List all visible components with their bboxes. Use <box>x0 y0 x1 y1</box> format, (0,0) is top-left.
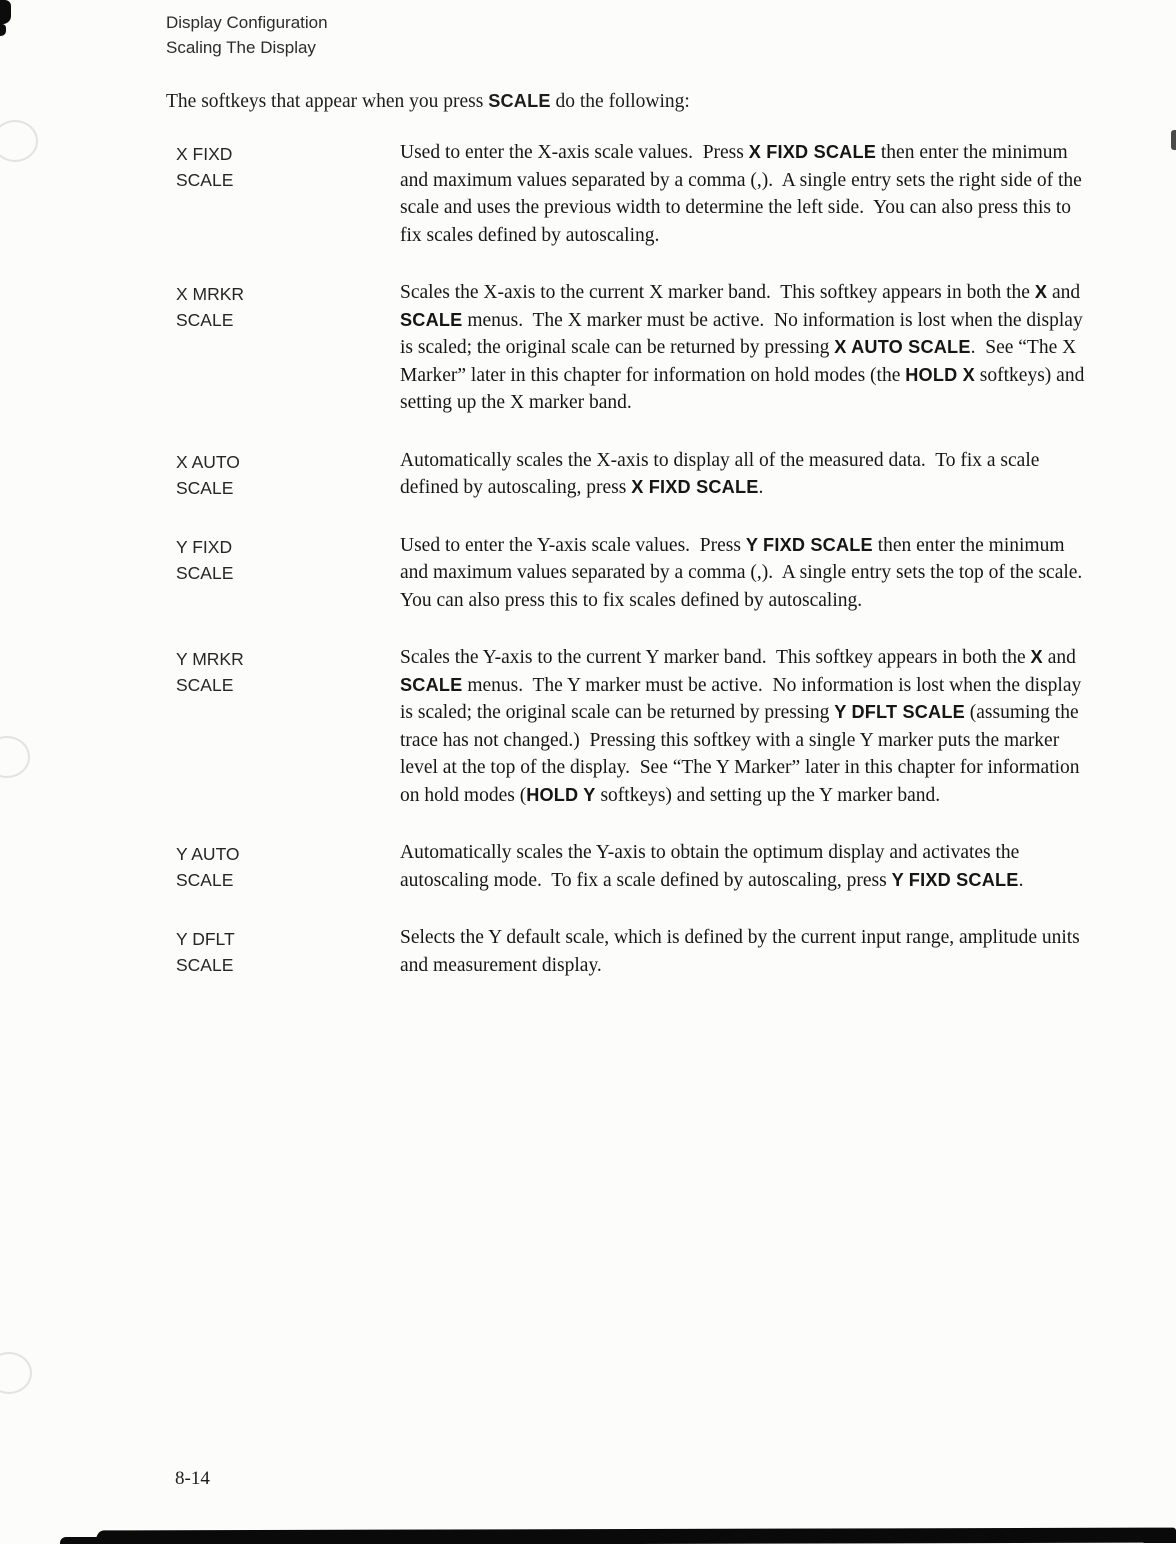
header-chapter-title: Display Configuration <box>166 13 328 32</box>
hole-punch-bottom <box>0 1352 32 1394</box>
softkey-keyword: SCALE <box>400 674 463 695</box>
softkey-description: Used to enter the X-axis scale values. Press X FIXD SCALE then enter the minimum and maximum values separated by a comma (,). A single entry sets the right side of the scale and uses the previous width to determine the left side. You can also press this to fix scales defined by autoscaling. <box>400 142 1087 246</box>
page-number: 8-14 <box>175 1468 210 1489</box>
softkey-keyword: Y DFLT SCALE <box>834 702 965 722</box>
softkey-name: Y FIXD SCALE <box>176 536 234 583</box>
softkey-description: Automatically scales the X-axis to display all of the measured data. To fix a scale defined by autoscaling, press X FIXD SCALE. <box>400 449 1045 498</box>
header-section-title: Scaling The Display <box>166 38 316 57</box>
softkey-keyword: SCALE <box>488 91 551 111</box>
softkey-row <box>166 532 1090 615</box>
softkey-name: X MRKR SCALE <box>176 284 245 330</box>
softkey-name: X FIXD SCALE <box>176 144 234 190</box>
softkey-row <box>166 447 1090 502</box>
softkey-row <box>166 644 1090 809</box>
softkey-row <box>166 924 1090 979</box>
scan-artifact-right-edge <box>1171 130 1176 150</box>
softkey-row <box>166 279 1090 417</box>
softkey-keyword: Y FIXD SCALE <box>891 869 1019 890</box>
softkey-keyword: HOLD X <box>905 364 975 385</box>
scan-artifact-top-left-1 <box>0 0 11 24</box>
softkey-row <box>166 139 1090 249</box>
softkey-row <box>166 839 1090 894</box>
softkey-list <box>166 139 1090 979</box>
softkey-name: Y MRKR SCALE <box>176 649 244 695</box>
page-header <box>166 10 1090 60</box>
softkey-keyword: Y FIXD SCALE <box>745 534 873 555</box>
softkey-description: Automatically scales the Y-axis to obtain the optimum display and activates the autoscaling mode. To fix a scale defined by autoscaling, press Y FIXD SCALE. <box>400 842 1025 891</box>
intro-paragraph: The softkeys that appear when you press SCALE do the following: <box>166 91 690 112</box>
softkey-keyword: HOLD Y <box>526 784 596 805</box>
softkey-description: Used to enter the Y-axis scale values. Press Y FIXD SCALE then enter the minimum and maximum values separated by a comma (,). A single entry sets the top of the scale. You can also press this to fix scales defined by autoscaling. <box>400 534 1092 611</box>
scan-artifact-bottom-bar <box>96 1528 1176 1544</box>
softkey-keyword: X AUTO SCALE <box>834 337 971 357</box>
softkey-keyword: X <box>1034 282 1048 302</box>
softkey-keyword: X FIXD SCALE <box>631 477 759 497</box>
softkey-name: Y DFLT SCALE <box>176 929 235 975</box>
softkey-keyword: X <box>1030 647 1043 667</box>
softkey-description: Scales the Y-axis to the current Y marker band. This softkey appears in both the X and SCALE menus. The Y marker must be active. No information is lost when the display is scaled; the original scale can be returned by pressing Y DFLT SCALE (assuming the trace has not changed.) Pressing this softkey with a single Y marker puts the marker level at the top of the display. See “The Y Marker” later in this chapter for information on hold modes (HOLD Y softkeys) and setting up the Y marker band. <box>400 647 1087 806</box>
softkey-description: Selects the Y default scale, which is defined by the current input range, amplitude units and measurement display. <box>400 927 1085 976</box>
softkey-keyword: X FIXD SCALE <box>748 142 877 162</box>
softkey-name: X AUTO SCALE <box>176 451 240 498</box>
softkey-keyword: SCALE <box>400 309 463 330</box>
softkey-name: Y AUTO SCALE <box>176 844 240 890</box>
softkey-description: Scales the X-axis to the current X marker band. This softkey appears in both the X and SCALE menus. The X marker must be active. No information is lost when the display is scaled; the original scale can be returned by pressing X AUTO SCALE. See “The X Marker” later in this chapter for information on hold modes (the HOLD X softkeys) and setting up the X marker band. <box>400 282 1090 413</box>
